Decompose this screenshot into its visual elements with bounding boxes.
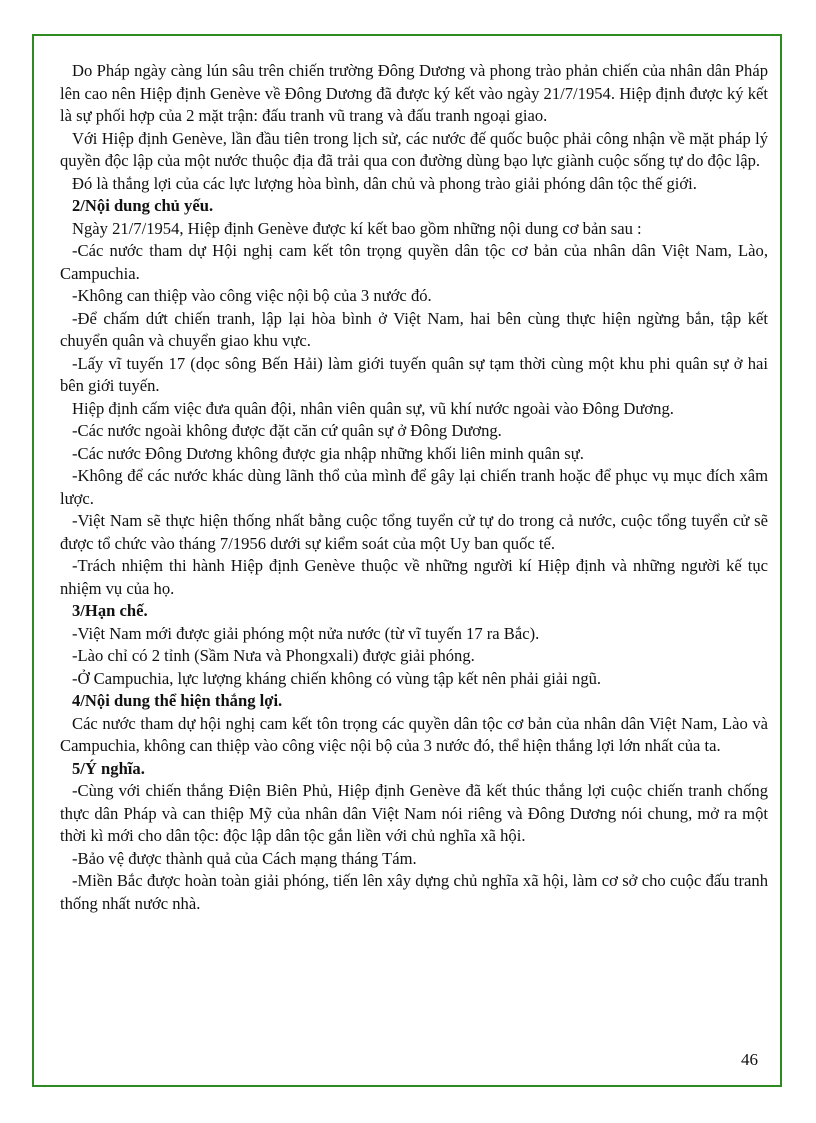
section-2-paragraph: Ngày 21/7/1954, Hiệp định Genève được kí kết bao gồm những nội dung cơ bản sau : <box>72 218 642 238</box>
section-2-heading: 2/Nội dung chủ yếu. <box>72 196 214 215</box>
section-2-paragraph: -Trách nhiệm thi hành Hiệp định Genève thuộc về những người kí Hiệp định và những người kế tục nhiệm vụ của họ. <box>60 556 768 598</box>
section-3-paragraph: -Lào chỉ có 2 tỉnh (Sầm Nưa và Phongxali) được giải phóng. <box>72 646 475 665</box>
section-2-paragraph: -Lấy vĩ tuyến 17 (dọc sông Bến Hải) làm giới tuyến quân sự tạm thời cùng một khu phi quân sự ở hai bên giới tuyến. <box>60 353 768 395</box>
section-2-paragraph: Hiệp định cấm việc đưa quân đội, nhân viên quân sự, vũ khí nước ngoài vào Đông Dương. <box>72 398 674 418</box>
section-3-paragraph: -Ở Campuchia, lực lượng kháng chiến không có vùng tập kết nên phải giải ngũ. <box>72 668 602 688</box>
section-2-paragraph: -Các nước Đông Dương không được gia nhập những khối liên minh quân sự. <box>72 443 584 463</box>
section-2-paragraph: -Các nước tham dự Hội nghị cam kết tôn trọng quyền dân tộc cơ bản của nhân dân Việt Nam, Lào, Campuchia. <box>60 241 768 283</box>
section-3-heading: 3/Hạn chế. <box>72 601 148 620</box>
section-2-paragraph: -Không để các nước khác dùng lãnh thổ của mình để gây lại chiến tranh hoặc để phục vụ mục đích xâm lược. <box>60 466 768 508</box>
section-2-paragraph: -Không can thiệp vào công việc nội bộ của 3 nước đó. <box>72 286 432 305</box>
intro-paragraph-1: Do Pháp ngày càng lún sâu trên chiến trường Đông Dương và phong trào phản chiến của nhân dân Pháp lên cao nên Hiệp định Genève về Đông Dương đã được ký kết vào ngày 21/7/1954. Hiệp định được ký kết là sự phối hợp của 2 mặt trận: đấu tranh vũ trang và đấu tranh ngoại giao. <box>60 61 768 125</box>
section-5-paragraph: -Cùng với chiến thắng Điện Biên Phủ, Hiệp định Genève đã kết thúc thắng lợi cuộc chiến tranh chống thực dân Pháp và can thiệp Mỹ của nhân dân Việt Nam nói riêng và Đông Dương nói chung, mở ra một thời kì mới cho dân tộc: độc lập dân tộc gắn liền với chủ nghĩa xã hội. <box>60 781 768 845</box>
document-body <box>60 60 768 915</box>
section-5-paragraph: -Bảo vệ được thành quả của Cách mạng tháng Tám. <box>72 848 417 868</box>
intro-paragraph-2: Với Hiệp định Genève, lần đầu tiên trong lịch sử, các nước đế quốc buộc phải công nhận về mặt pháp lý quyền độc lập của một nước thuộc địa đã trải qua con đường dùng bạo lực giành cuộc sống tự do độc lập. <box>60 128 768 170</box>
section-4-heading: 4/Nội dung thể hiện thắng lợi. <box>72 691 283 710</box>
section-5-paragraph: -Miền Bắc được hoàn toàn giải phóng, tiến lên xây dựng chủ nghĩa xã hội, làm cơ sở cho cuộc đấu tranh thống nhất nước nhà. <box>60 871 768 913</box>
intro-paragraph-3: Đó là thắng lợi của các lực lượng hòa bình, dân chủ và phong trào giải phóng dân tộc thế giới. <box>72 173 697 193</box>
section-2-paragraph: -Việt Nam sẽ thực hiện thống nhất bằng cuộc tổng tuyển cử tự do trong cả nước, cuộc tổng tuyển cử sẽ được tổ chức vào tháng 7/1956 dưới sự kiểm soát của một Uy ban quốc tế. <box>60 511 768 553</box>
section-2-paragraph: -Các nước ngoài không được đặt căn cứ quân sự ở Đông Dương. <box>72 421 502 440</box>
section-2-paragraph: -Để chấm dứt chiến tranh, lập lại hòa bình ở Việt Nam, hai bên cùng thực hiện ngừng bắn, tập kết chuyển quân và chuyển giao khu vực. <box>60 308 768 350</box>
section-5-heading: 5/Ý nghĩa. <box>72 758 145 778</box>
page-number: 46 <box>741 1050 758 1069</box>
section-3-paragraph: -Việt Nam mới được giải phóng một nửa nước (từ vĩ tuyến 17 ra Bắc). <box>72 623 540 643</box>
section-4-paragraph: Các nước tham dự hội nghị cam kết tôn trọng các quyền dân tộc cơ bản của nhân dân Việt Nam, Lào và Campuchia, không can thiệp vào công việc nội bộ của 3 nước đó, thể hiện thắng lợi lớn nhất của ta. <box>60 713 768 755</box>
